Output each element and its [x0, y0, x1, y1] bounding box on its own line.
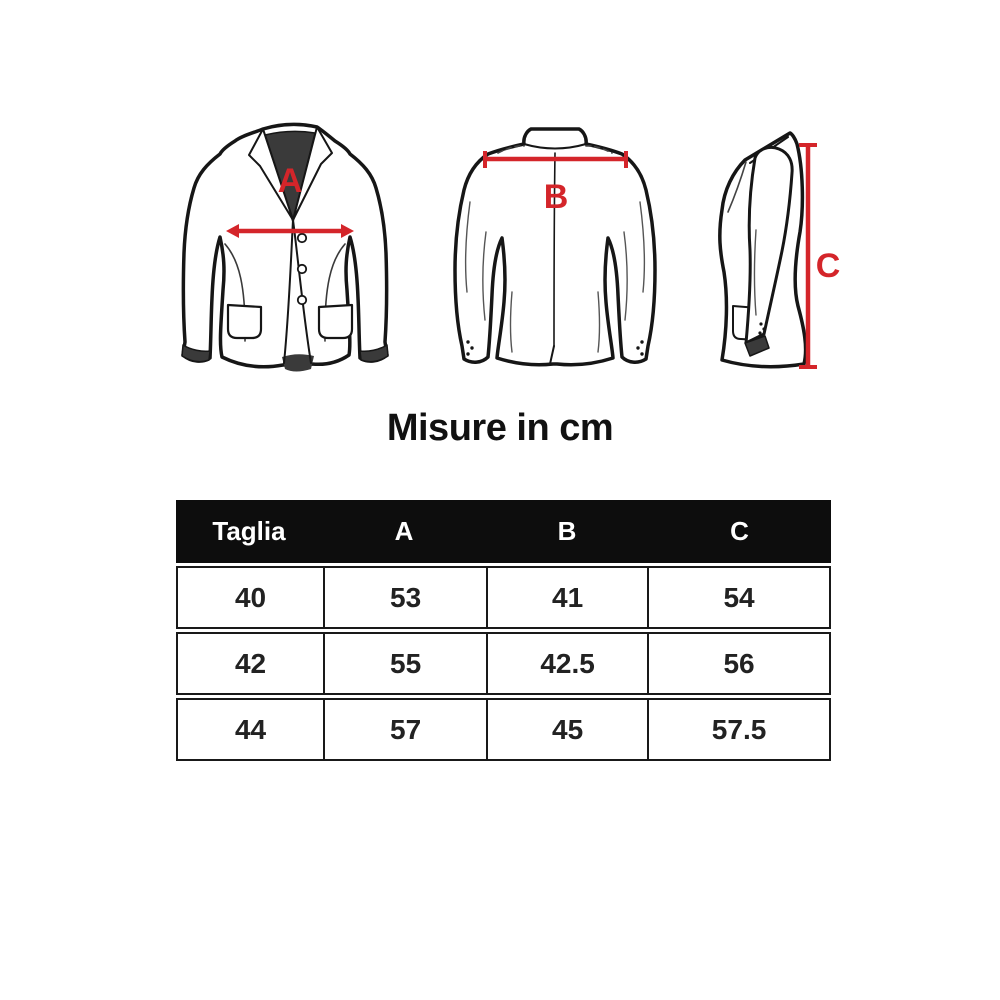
cell-size: 44: [234, 713, 267, 745]
cell-measure-a: 53: [323, 568, 486, 627]
front-left-pocket: [228, 305, 261, 338]
header-cell-taglia: Taglia: [212, 516, 286, 546]
table-row-size-40: [176, 566, 831, 629]
front-right-pocket: [319, 305, 352, 338]
header-cell-c: C: [730, 516, 749, 546]
table-row-size-42: [176, 632, 831, 695]
header-cell-a: A: [394, 516, 414, 546]
header-cell-b: B: [557, 516, 577, 546]
table-row-size-44: [176, 698, 831, 761]
size-table: [176, 500, 831, 761]
size-table-header: [176, 500, 831, 563]
measurement-label-b: B: [543, 178, 569, 216]
cell-measure-c: 57.5: [647, 700, 829, 759]
side-view-illustration: [700, 110, 850, 390]
measurement-label-a: A: [277, 162, 303, 200]
measurement-label-c: C: [815, 247, 841, 285]
page-title: Misure in cm: [386, 407, 614, 449]
cell-measure-b: 41: [486, 568, 647, 627]
cell-measure-a: 57: [323, 700, 486, 759]
front-view-illustration: [165, 108, 405, 398]
cell-size: 42: [234, 647, 267, 679]
cell-measure-b: 45: [486, 700, 647, 759]
cell-size: 40: [234, 581, 267, 613]
cell-measure-c: 54: [647, 568, 829, 627]
cell-measure-b: 42.5: [486, 634, 647, 693]
cell-measure-c: 56: [647, 634, 829, 693]
cell-measure-a: 55: [323, 634, 486, 693]
back-view-illustration: [440, 110, 670, 380]
